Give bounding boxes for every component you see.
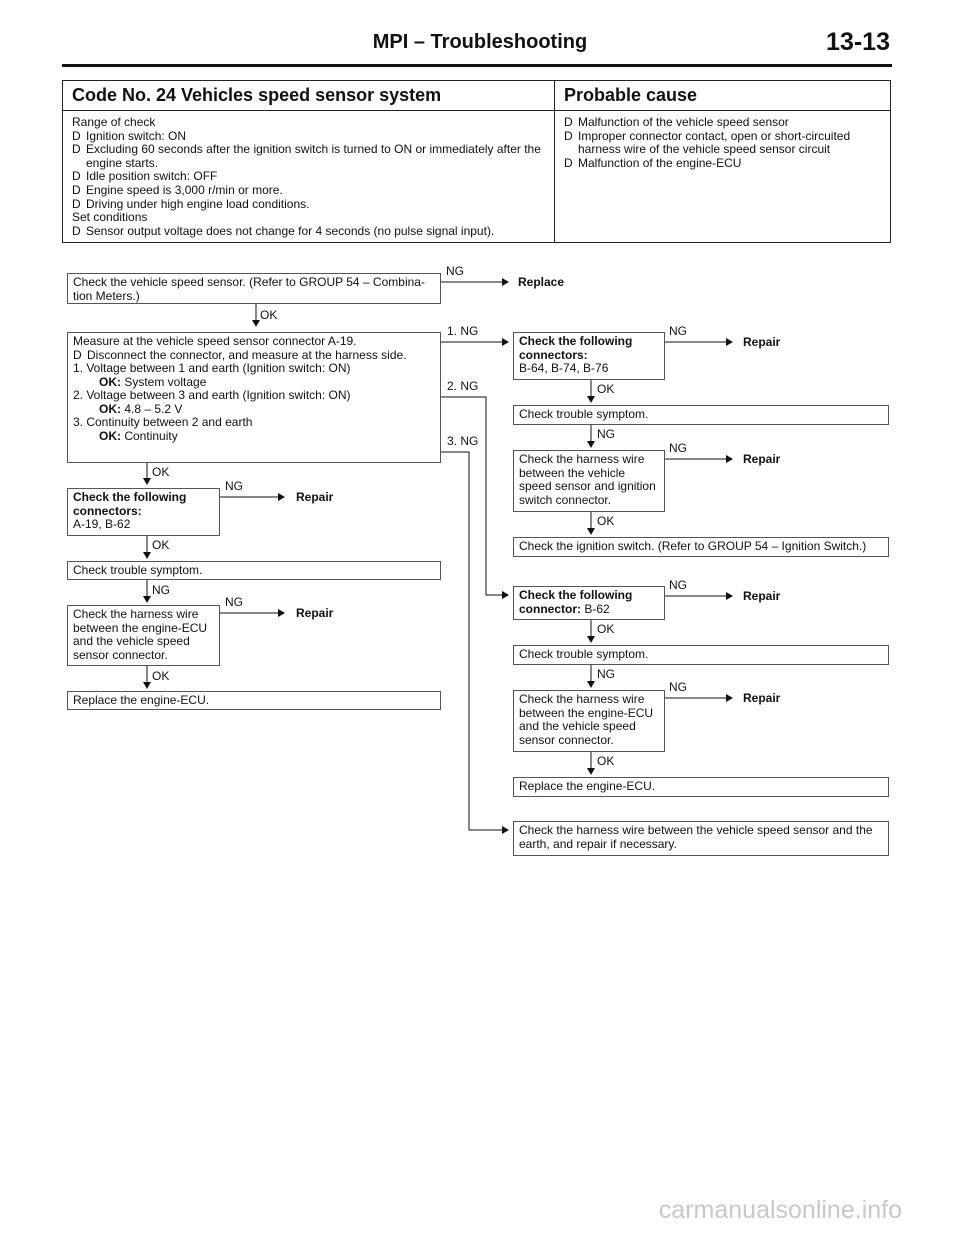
range-item: D Ignition switch: ON <box>72 128 187 143</box>
page-number: 13-13 <box>826 28 890 56</box>
measure-connector-box: Measure at the vehicle speed sensor connector A-19. D Disconnect the connector, and measure at the harness side. 1. Voltage between 1 and earth (Ignition switch: ON) OK: System voltage 2. Voltage between 3 and earth (Ignition switch: ON) OK: 4.8 – 5.2 V 3. Continuity between 2 and earth OK: Continuity <box>67 332 441 463</box>
ok-label: OK <box>152 465 170 479</box>
ng-label: NG <box>669 680 687 694</box>
range-item: D Engine speed is 3,000 r/min or more. <box>72 182 283 197</box>
ng-label: NG <box>597 667 615 681</box>
ok-label: OK <box>152 669 170 683</box>
check-speed-sensor-box: Check the vehicle speed sensor. (Refer to GROUP 54 – Combina-tion Meters.) <box>67 273 441 304</box>
r1-check-connectors-box: Check the following connectors: B-64, B-74, B-76 <box>513 332 665 380</box>
ng2-label: 2. NG <box>447 379 479 393</box>
r2-harness-box: Check the harness wire between the engine-ECU and the vehicle speed sensor connector. <box>513 690 665 752</box>
replace-action: Replace <box>518 275 565 289</box>
r2-trouble-symptom-box: Check trouble symptom. <box>513 645 889 665</box>
repair-action: Repair <box>296 490 334 504</box>
left-check-connectors-box: Check the following connectors: A-19, B-62 <box>67 488 220 536</box>
set-item: D Sensor output voltage does not change for 4 seconds (no pulse signal input). <box>72 223 495 238</box>
watermark: carmanualsonline.info <box>658 1196 902 1224</box>
left-harness-box: Check the harness wire between the engine-ECU and the vehicle speed sensor connector. <box>67 605 220 666</box>
left-replace-ecu-box: Replace the engine-ECU. <box>67 691 441 710</box>
r2-conn-value: connector: B-62 <box>519 601 610 616</box>
r1-ignition-switch-box: Check the ignition switch. (Refer to GROUP 54 – Ignition Switch.) <box>513 537 889 557</box>
code-title: Code No. 24 Vehicles speed sensor system <box>63 81 555 111</box>
ng-label: NG <box>446 264 464 278</box>
left-trouble-symptom-box: Check trouble symptom. <box>67 561 441 580</box>
cause-item: D Malfunction of the engine-ECU <box>564 155 742 170</box>
r1-trouble-symptom-box: Check trouble symptom. <box>513 405 889 425</box>
r1-harness-box: Check the harness wire between the vehicle speed sensor and ignition switch connector. <box>513 450 665 512</box>
ok-label: OK <box>597 382 615 396</box>
ok-label: OK <box>597 622 615 636</box>
r2-replace-ecu-box: Replace the engine-ECU. <box>513 777 889 797</box>
r3-harness-earth-box: Check the harness wire between the vehicle speed sensor and the earth, and repair if necessary. <box>513 821 889 856</box>
range-heading: Range of check <box>72 115 156 129</box>
ng-label: NG <box>669 578 687 592</box>
ng-label: NG <box>597 427 615 441</box>
repair-action: Repair <box>743 452 781 466</box>
range-item: D Driving under high engine load conditions. <box>72 196 310 211</box>
ng-label: NG <box>669 441 687 455</box>
repair-action: Repair <box>743 335 781 349</box>
ok-label: OK <box>597 754 615 768</box>
set-heading: Set conditions <box>72 210 148 225</box>
cause-item: D Improper connector contact, open or short-circuited harness wire of the vehicle speed sensor circuit <box>564 128 851 157</box>
ng-label: NG <box>225 595 243 609</box>
ng3-label: 3. NG <box>447 434 479 448</box>
ng-label: NG <box>225 479 243 493</box>
ng-label: NG <box>152 583 170 597</box>
repair-action: Repair <box>743 691 781 705</box>
ng1-label: 1. NG <box>447 324 479 338</box>
ng-label: NG <box>669 324 687 338</box>
r2-conn-title: Check the following <box>519 588 633 602</box>
range-item: D Excluding 60 seconds after the ignition switch is turned to ON or immediately after the engine starts. <box>72 142 541 170</box>
cause-item: D Malfunction of the vehicle speed sensor <box>564 115 789 129</box>
r2-check-connector-box <box>513 586 665 620</box>
ok-label: OK <box>152 538 170 552</box>
range-item: D Idle position switch: OFF <box>72 169 218 184</box>
page-title: MPI – Troubleshooting <box>372 31 588 53</box>
ok-label: OK <box>260 308 278 322</box>
ok-label: OK <box>597 514 615 528</box>
repair-action: Repair <box>743 589 781 603</box>
repair-action: Repair <box>296 606 334 620</box>
probable-cause-title: Probable cause <box>555 81 891 111</box>
